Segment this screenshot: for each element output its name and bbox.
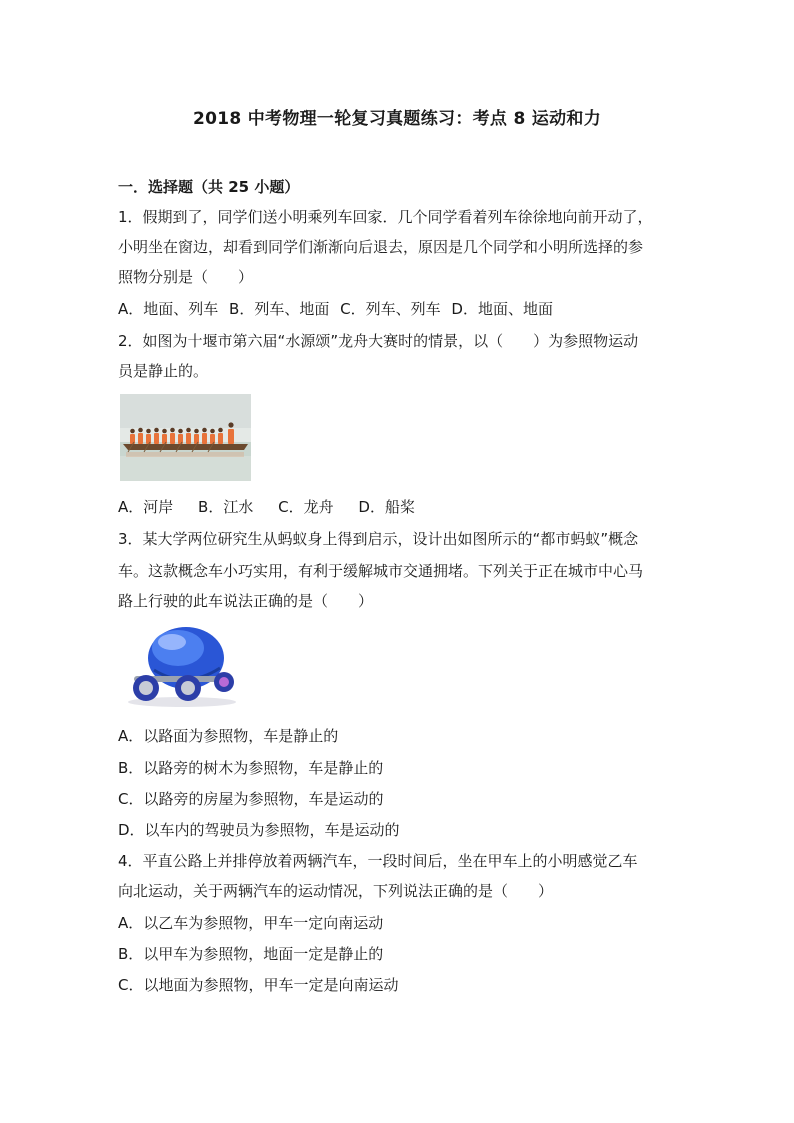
q3-option-c: C．以路旁的房屋为参照物，车是运动的 [118, 790, 384, 808]
q2-option-a: A．河岸 [118, 498, 174, 516]
q3-option-d: D．以车内的驾驶员为参照物，车是运动的 [118, 821, 400, 839]
q2-line-2: 员是静止的。 [118, 362, 209, 380]
q3-line-3: 路上行驶的此车说法正确的是（ ） [118, 592, 374, 610]
q1-line-1: 1．假期到了，同学们送小明乘列车回家．几个同学看着列车徐徐地向前开动了， [118, 208, 653, 226]
q2-option-c: C．龙舟 [278, 498, 334, 516]
q3-line-1: 3．某大学两位研究生从蚂蚁身上得到启示，设计出如图所示的“都市蚂蚁”概念 [118, 530, 639, 548]
q1-line-2: 小明坐在窗边，却看到同学们渐渐向后退去，原因是几个同学和小明所选择的参 [118, 238, 644, 256]
q2-options [118, 497, 415, 517]
q3-line-2: 车。这款概念车小巧实用，有利于缓解城市交通拥堵。下列关于正在城市中心马 [118, 562, 644, 580]
q1-line-3: 照物分别是（ ） [118, 268, 254, 286]
dragon-boat-image [120, 394, 251, 481]
q4-line-1: 4．平直公路上并排停放着两辆汽车，一段时间后，坐在甲车上的小明感觉乙车 [118, 852, 638, 870]
q4-option-a: A．以乙车为参照物，甲车一定向南运动 [118, 914, 384, 932]
q1-options [118, 299, 553, 319]
q3-option-b: B．以路旁的树木为参照物，车是静止的 [118, 759, 384, 777]
q3-option-a: A．以路面为参照物，车是静止的 [118, 727, 339, 745]
concept-car-image [120, 620, 242, 710]
q2-option-b: B．江水 [198, 498, 254, 516]
q1-option-b: B．列车、地面 [229, 300, 330, 318]
q1-option-d: D．地面、地面 [451, 300, 553, 318]
q4-option-b: B．以甲车为参照物，地面一定是静止的 [118, 945, 384, 963]
section-heading: 一．选择题（共 25 小题） [118, 178, 300, 196]
q2-option-d: D．船桨 [358, 498, 415, 516]
q4-line-2: 向北运动，关于两辆汽车的运动情况，下列说法正确的是（ ） [118, 882, 554, 900]
q1-option-c: C．列车、列车 [340, 300, 441, 318]
q2-line-1: 2．如图为十堰市第六届“水源颂”龙舟大赛时的情景，以（ ）为参照物运动 [118, 332, 639, 350]
dragon-boat-illustration [120, 394, 251, 481]
q1-option-a: A．地面、列车 [118, 300, 219, 318]
page-title: 2018 中考物理一轮复习真题练习：考点 8 运动和力 [193, 109, 601, 129]
concept-car-illustration [120, 620, 242, 710]
q4-option-c: C．以地面为参照物，甲车一定是向南运动 [118, 976, 399, 994]
